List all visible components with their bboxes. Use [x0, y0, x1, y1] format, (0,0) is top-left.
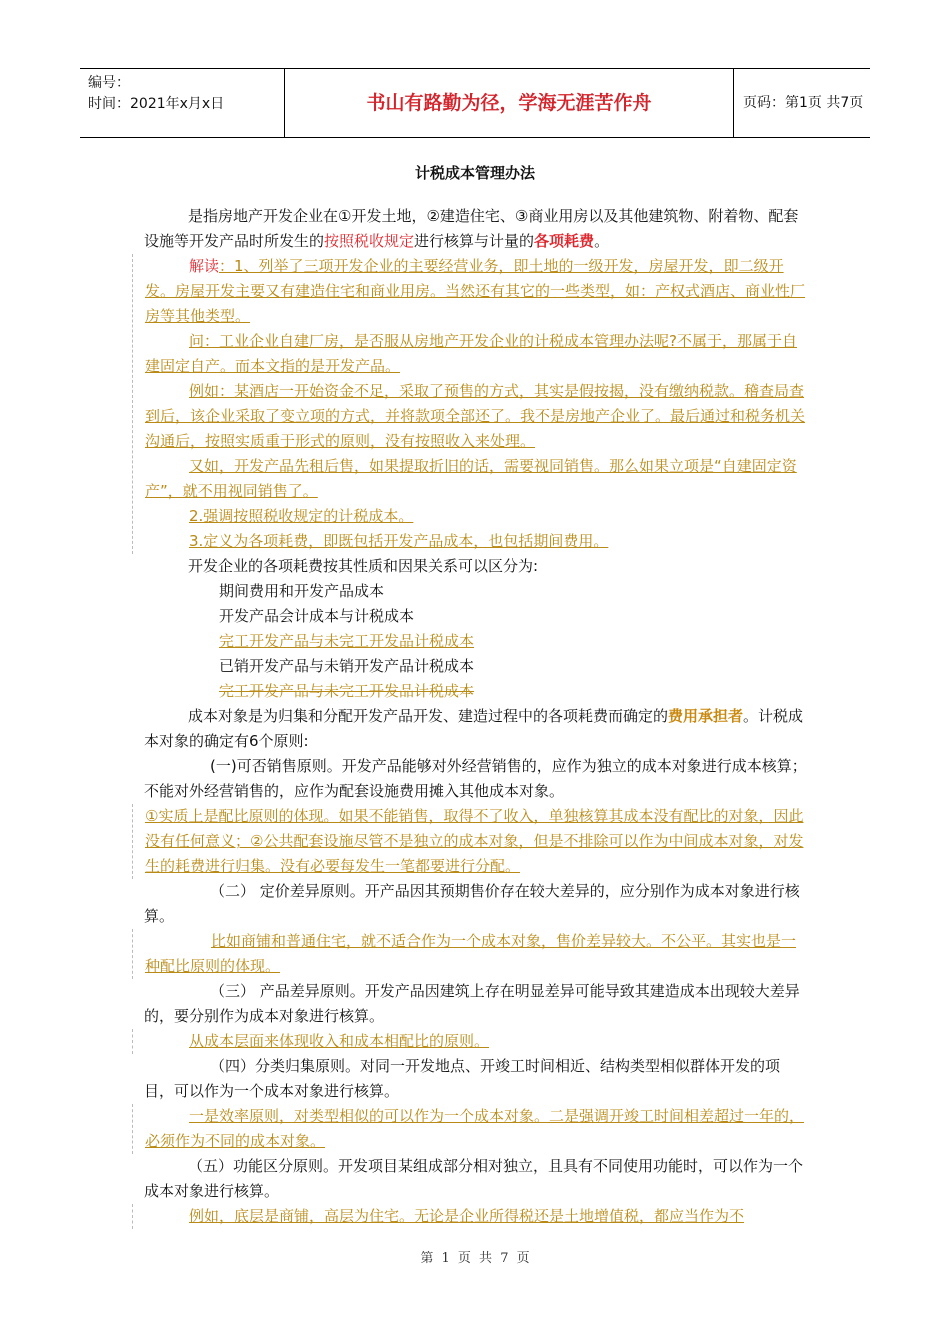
- header-time: 时间：2021年x月x日: [88, 96, 225, 112]
- principle-2: （二） 定价差异原则。开产品因其预期售价存在较大差异的，应分别作为成本对象进行核算。: [144, 882, 800, 925]
- page-header: [80, 68, 870, 138]
- intro-text: 是指房地产开发企业在①开发土地，②建造住宅、③商业用房以及其他建筑物、附着物、配套设施等开发产品时所发生的: [144, 207, 799, 250]
- classify-item: 期间费用和开发产品成本: [219, 582, 385, 600]
- note-point-2: 2.强调按照税收规定的计税成本。: [189, 507, 414, 525]
- classify-item: 开发产品会计成本与计税成本: [219, 607, 415, 625]
- document-body: [144, 204, 809, 1229]
- header-motto: 书山有路勤为径，学海无涯苦作舟: [285, 69, 734, 137]
- classify-item: 完工开发产品与未完工开发品计税成本: [219, 632, 475, 650]
- intro-highlight-cost: 各项耗费: [534, 232, 595, 250]
- annotation-block: [132, 1104, 809, 1154]
- note-interpretation: [145, 254, 809, 329]
- note-example-lease: 又如，开发产品先租后售，如果提取折旧的话，需要视同销售。那么如果立项是“自建固定资产”，就不用视同销售了。: [145, 457, 797, 500]
- classify-lead: 开发企业的各项耗费按其性质和因果关系可以区分为:: [188, 557, 539, 575]
- header-number: 编号：: [88, 75, 130, 91]
- intro-paragraph: [144, 204, 809, 254]
- principle-1-note: ①实质上是配比原则的体现。如果不能销售，取得不了收入，单独核算其成本没有配比的对象，因此没有任何意义；②公共配套设施尽管不是独立的成本对象，但是不排除可以作为中间成本对象，对发生的耗费进行归集。没有必要每发生一笔都要进行分配。: [145, 807, 804, 875]
- intro-highlight-tax: 按照税收规定: [324, 232, 415, 250]
- cost-bearer-highlight: 费用承担者: [668, 707, 744, 725]
- annotation-block: [132, 804, 809, 879]
- classify-item: 已销开发产品与未销开发产品计税成本: [219, 657, 475, 675]
- note-interpretation-label: 解读: [189, 257, 220, 275]
- header-meta: [80, 69, 285, 137]
- cost-object-paragraph: 成本对象是为归集和分配开发产品开发、建造过程中的各项耗费而确定的费用承担者。计税成本对象的确定有6个原则:: [144, 707, 804, 750]
- annotation-block: [132, 929, 809, 979]
- annotation-block: [132, 1029, 809, 1054]
- principle-5: （五）功能区分原则。开发项目某组成部分相对独立，且具有不同使用功能时，可以作为一个成本对象进行核算。: [144, 1157, 804, 1200]
- intro-text-2: 进行核算与计量的: [414, 232, 535, 250]
- annotation-block: [132, 1204, 809, 1229]
- note-point-3: 3.定义为各项耗费，即既包括开发产品成本，也包括期间费用。: [189, 532, 609, 550]
- header-page-info: 页码：第1页 共7页: [743, 95, 864, 111]
- principle-4: （四）分类归集原则。对同一开发地点、开竣工时间相近、结构类型相似群体开发的项目，可以作为一个成本对象进行核算。: [144, 1057, 781, 1100]
- principle-5-note: 例如，底层是商铺，高层为住宅。无论是企业所得税还是土地增值税，都应当作为不: [189, 1207, 745, 1225]
- principle-2-note: 比如商铺和普通住宅，就不适合作为一个成本对象，售价差异较大。不公平。其实也是一种配比原则的体现。: [145, 932, 797, 975]
- classify-item-deleted: 完工开发产品与未完工开发品计税成本: [219, 682, 475, 700]
- intro-period: 。: [594, 232, 610, 250]
- note-question: 问：工业企业自建厂房，是否服从房地产开发企业的计税成本管理办法呢?不属于，那属于自建固定自产。而本文指的是开发产品。: [145, 332, 797, 375]
- principle-3: （三） 产品差异原则。开发产品因建筑上存在明显差异可能导致其建造成本出现较大差异的，要分别作为成本对象进行核算。: [144, 982, 800, 1025]
- annotation-block: [132, 254, 809, 554]
- principle-4-note: 一是效率原则，对类型相似的可以作为一个成本对象。二是强调开竣工时间相差超过一年的，必须作为不同的成本对象。: [145, 1107, 805, 1150]
- page-footer: 第 1 页 共 7 页: [420, 1251, 530, 1266]
- note-interpretation-text: ：1、列举了三项开发企业的主要经营业务，即土地的一级开发，房屋开发，即二级开发。房屋开发主要又有建造住宅和商业用房。当然还有其它的一些类型，如：产权式酒店、商业性厂房等其他类型。: [145, 257, 806, 325]
- note-example-hotel: 例如：某酒店一开始资金不足，采取了预售的方式，其实是假按揭，没有缴纳税款。稽查局查到后，该企业采取了变立项的方式，并将款项全部还了。我不是房地产企业了。最后通过和税务机关沟通后，按照实质重于形式的原则，没有按照收入来处理。: [145, 382, 806, 450]
- principle-3-note: 从成本层面来体现收入和成本相配比的原则。: [189, 1032, 490, 1050]
- document-title: 计税成本管理办法: [414, 164, 535, 182]
- principle-1: (一)可否销售原则。开发产品能够对外经营销售的，应作为独立的成本对象进行成本核算；不能对外经营销售的，应作为配套设施费用摊入其他成本对象。: [144, 757, 807, 800]
